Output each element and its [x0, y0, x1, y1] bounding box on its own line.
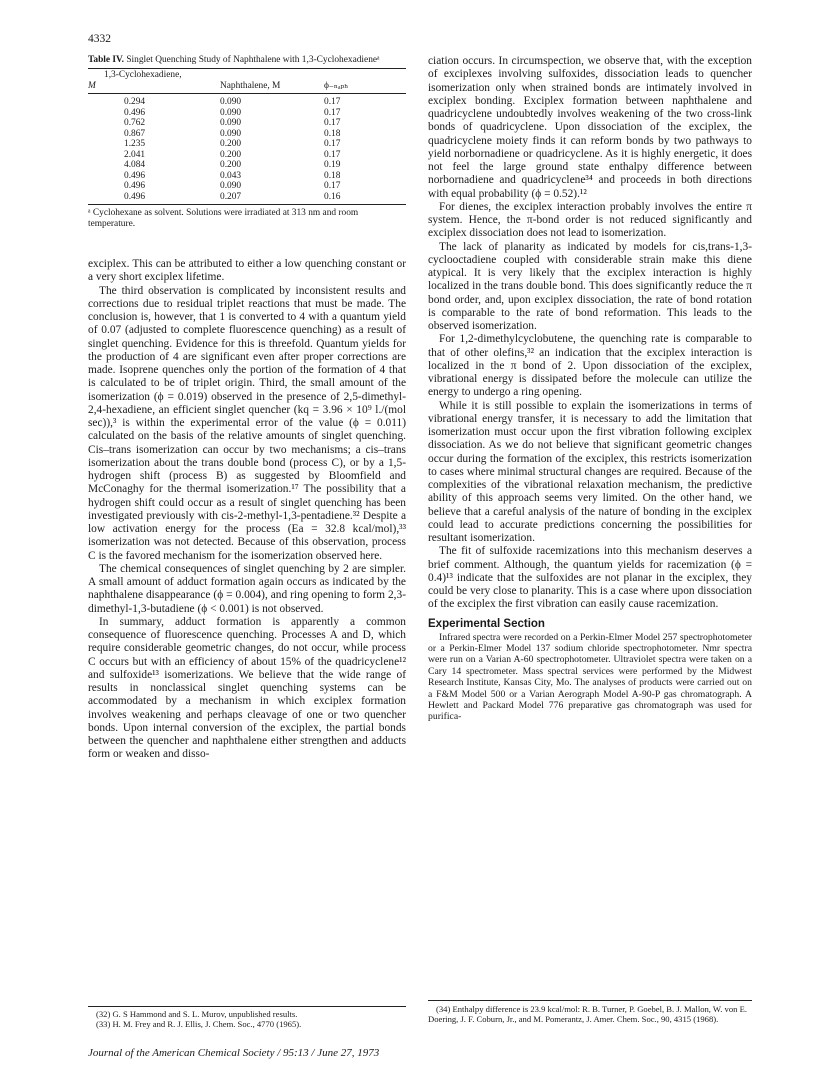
table-cell: 0.294 [124, 97, 146, 107]
table-cell: 0.19 [324, 160, 341, 170]
table-cell: 0.17 [324, 181, 341, 191]
table-row [88, 139, 406, 150]
body-paragraph: exciplex. This can be attributed to either a low quenching constant or a very short exciplex lifetime. [88, 258, 406, 284]
table-cell: 0.17 [324, 107, 341, 118]
table-cell: 0.496 [124, 181, 146, 191]
table-cell: 1.235 [124, 139, 146, 149]
table-row [88, 94, 406, 108]
body-paragraph: The third observation is complicated by inconsistent results and corrections due to residual triplet reactions that must be made. The conclusion is, however, that 1 is converted to 4 with a quantum yield of 0.07 (adjusted to complete fluorescence quenching) as a result of singlet quenching. Evidence for this is threefold. Quantum yields for the production of 4 are significant even after proper corrections are made. Isoprene quenches only the portion of the formation of 4 that is calculated to be of triplet origin. Third, the small amount of the isomerization (ϕ = 0.019) observed in the presence of 2,5-dimethyl-2,4-hexadiene, an efficient singlet quencher (kq = 3.96 × 10⁹ l./(mol sec)),³ is within the experimental error of the value (ϕ = 0.011) calculated on the basis of the relative amounts of singlet quenching. Cis–trans isomerization can occur by two mechanisms; a cis–trans isomerization about the trans double bond (process C), or by a 1,5-hydrogen shift (process B) as suggested by Bloomfield and McConaghy for the thermal isomerization.¹⁷ The possibility that a hydrogen shift could occur as a result of singlet quenching has been investigated previously with cis-2-methyl-1,3-pentadiene.³² Despite a low activation energy for the process (Ea = 32.8 kcal/mol),³³ isomerization was not detected. Because of this observation, process C is the favored mechanism for the isomerization observed here. [88, 284, 406, 562]
table-cell: 0.207 [220, 192, 324, 205]
table-caption [88, 55, 406, 66]
experimental-paragraph: Infrared spectra were recorded on a Perkin-Elmer Model 257 spectrophotometer or a Perkin-Elmer Model 137 sodium chloride spectrophotometer. Nmr spectra were run on a Varian A-60 spectrophotometer. Ultraviolet spectra were taken on a Cary 14 spectrometer. Mass spectral services were performed by the Midwest Research Institute, Kansas City, Mo. The analyses of products were carried out on a F&M Model 500 or a Varian Aerograph Model A-90-P gas chromatograph. A Hewlett and Packard Model 776 preparative gas chromatograph was used for purifica- [428, 631, 752, 723]
table-cell: 0.762 [124, 118, 146, 128]
footnote: (34) Enthalpy difference is 23.9 kcal/mol: R. B. Turner, P. Goebel, B. J. Mallon, W. von E. Doering, J. F. Coburn, Jr., and M. Pomerantz, J. Amer. Chem. Soc., 90, 4315 (1968). [428, 1004, 747, 1025]
journal-footer: Journal of the American Chemical Society / 95:13 / June 27, 1973 [88, 1047, 380, 1059]
body-paragraph: The chemical consequences of singlet quenching by 2 are simpler. A small amount of adduct formation again occurs as indicated by the naphthalene disappearance (ϕ = 0.004), and ring opening to form 2,3-dimethyl-1,3-butadiene (ϕ < 0.001) is not observed. [88, 562, 406, 615]
table-row [88, 171, 406, 182]
table-cell: 0.090 [220, 97, 242, 107]
table-footnote: ᵃ Cyclohexane as solvent. Solutions were irradiated at 313 nm and room temperature. [88, 208, 359, 229]
table-row [88, 160, 406, 171]
table-cell: 2.041 [124, 149, 146, 160]
footnotes-right [428, 1000, 752, 1025]
table-caption-label: Table IV. [88, 55, 124, 65]
table-cell: 0.200 [220, 160, 242, 170]
table-cell: 0.17 [324, 118, 341, 128]
body-paragraph: In summary, adduct formation is apparently a common consequence of fluorescence quenching. Processes A and D, which require considerable geometric changes, do not occur, while process C occurs but with an efficiency of about 15% of the quadricyclene¹² and sulfoxide¹³ isomerizations. We believe that the wide range of results in nonclassical singlet quenching systems can be accommodated by a mechanism in which exciplex formation involves weakening and perhaps cleavage of one or two quencher bonds. Upon internal conversion of the exciplex, the partial bonds between the quencher and naphthalene either strengthen and adducts form or weaken and disso- [88, 615, 406, 761]
table-caption-text: Singlet Quenching Study of Naphthalene with 1,3-Cyclohexadieneᵃ [126, 55, 380, 65]
table-cell: 0.17 [324, 149, 341, 160]
footnote: (32) G. S Hammond and S. L. Murov, unpublished results. [96, 1009, 298, 1019]
body-paragraph: ciation occurs. In circumspection, we observe that, with the exception of exciplexes involving sulfoxides, dissociation leads to quencher isomerization only when strained bonds are intimately involved in exciplex bonding. Exciplex formation between naphthalene and quadricyclene undoubtedly involves weakening of the two cross-link bonds of quadricyclene. Upon dissociation of the exciplex, the quadricyclene moiety finds it can reform bonds by two pathways to yield norbornadiene or quadricyclene. As it is highly energetic, it does not feel the large ground state enthalpy difference between norbornadiene and quadricyclene³⁴ and proceeds in both directions with equal probability (ϕ = 0.52).¹² [428, 55, 752, 200]
table-cell: 0.200 [220, 149, 242, 160]
right-body-text [428, 55, 752, 612]
table-cell: 0.090 [220, 128, 242, 139]
table-cell: 0.496 [88, 192, 220, 205]
table-cell: 0.18 [324, 170, 341, 181]
table-cell: 0.090 [220, 181, 242, 191]
body-paragraph: For dienes, the exciplex interaction probably involves the entire π system. Hence, the π-bond order is not reduced significantly and exciplex dissociation does not lead to isomerization. [428, 200, 752, 240]
table-cell: 0.17 [324, 97, 341, 107]
table-row [88, 150, 406, 161]
table-row [88, 108, 406, 119]
table-cell: 0.18 [324, 128, 341, 139]
table-cell: 0.200 [220, 139, 242, 149]
table-cell: 4.084 [124, 160, 146, 170]
body-paragraph: The lack of planarity as indicated by models for cis,trans-1,3-cyclooctadiene coupled with considerable strain make this diene atypical. It is very likely that the exciplex interaction is highly localized in the trans double bond. This does significantly reduce the π bond order, and, upon exciplex dissociation, the rate of bond rotation is comparable to the rate of bond reformation. This leads to the observed isomerization. [428, 240, 752, 332]
table-header-col1-line2: M [88, 81, 220, 94]
table-cell: 0.17 [324, 139, 341, 149]
table-cell: 0.496 [124, 170, 146, 181]
table-cell: 0.16 [324, 192, 406, 205]
body-paragraph: While it is still possible to explain the isomerizations in terms of vibrational energy transfer, it is necessary to add the limitation that isomerization must occur upon the first vibration following exciplex dissociation. As we do not believe that significant geometric changes occur during the formation of the exciplex, this restricts isomerization to cases where minimal structural changes are required. Because of the complexities of the vibrational relaxation mechanism, the predictive ability of this approach seems very limited. On the other hand, we believe that a careful analysis of the nature of bonding in the exciplex could lead to accurate predictions concerning the possibilities for resultant isomerization. [428, 399, 752, 544]
table-body [88, 94, 406, 205]
table-header-col2: Naphthalene, M [220, 81, 324, 94]
table-row [88, 181, 406, 192]
footnote: (33) H. M. Frey and R. J. Ellis, J. Chem. Soc., 4770 (1965). [96, 1019, 302, 1030]
right-column [428, 55, 752, 723]
page-number: 4332 [88, 33, 111, 45]
body-paragraph: The fit of sulfoxide racemizations into this mechanism deserves a brief comment. Although, the quantum yields for racemization (ϕ = 0.4)¹³ indicate that the sulfoxides are not planar in the exciplex, they could be very close to planarity. This is a case where upon dissociation of the exciplex the first vibration can easily cause racemization. [428, 545, 752, 611]
experimental-section [428, 632, 752, 723]
table-cell: 0.090 [220, 118, 242, 128]
footnotes-left [88, 1006, 406, 1030]
table-row [88, 118, 406, 129]
left-column [88, 55, 406, 762]
left-body-text [88, 258, 406, 762]
table-cell: 0.043 [220, 170, 242, 181]
experimental-heading: Experimental Section [428, 617, 545, 630]
table-cell: 0.496 [124, 107, 146, 118]
table-header-col1-line1: 1,3-Cyclohexadiene, [88, 69, 220, 81]
quenching-table [88, 68, 406, 205]
table-header-col3: ϕ₋ₙₐₚₕ [324, 81, 406, 94]
body-paragraph: For 1,2-dimethylcyclobutene, the quenching rate is comparable to that of other olefins,³² an indication that the exciplex interaction is localized in the π bond of 2. Upon dissociation of the exciplex, vibrational energy is dissipated before the molecule can utilize the energy to undergo a ring opening. [428, 333, 752, 399]
table-cell: 0.867 [124, 128, 146, 139]
table-row [88, 129, 406, 140]
table-cell: 0.090 [220, 107, 242, 118]
table-row [88, 192, 406, 205]
